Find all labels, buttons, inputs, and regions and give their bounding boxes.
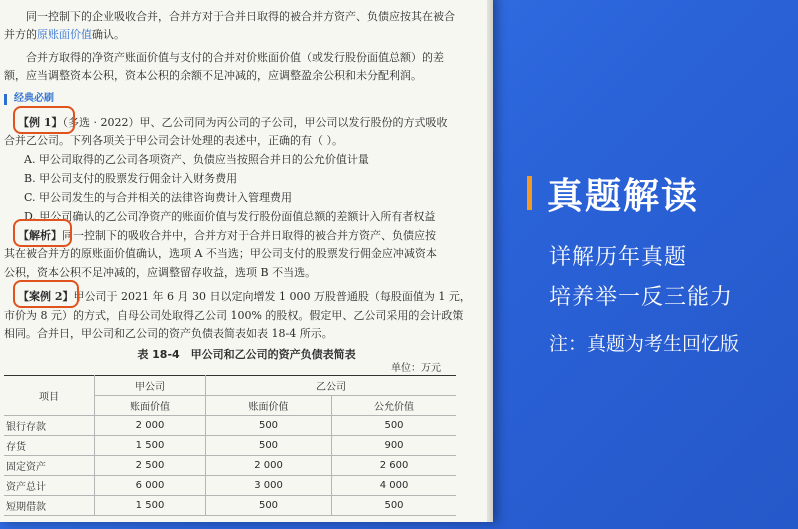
column-header: 账面价值: [206, 396, 332, 416]
section-title: 经典必刷: [14, 93, 54, 104]
table-title: 表 18-4 甲公司和乙公司的资产负债表简表: [137, 348, 356, 361]
page-edge: [487, 0, 493, 522]
column-header: 公允价值: [332, 396, 456, 416]
text-line: 同一控制下的企业吸收合并，合并方对于合并日取得的被合并方资产、负债应按其在被合: [26, 10, 455, 23]
case-tag: 【案例 2】: [18, 290, 74, 303]
text-line: 合并方取得的净资产账面价值与支付的合并对价账面价值（或发行股份面值总额）的差: [26, 51, 444, 64]
annotation-ring: [13, 106, 75, 134]
table-row: 银行存款 2 000 500 500: [4, 416, 456, 436]
table-row: 短期借款 1 500 500 500: [4, 496, 456, 516]
table-row: 固定资产 2 500 2 000 2 600: [4, 456, 456, 476]
example-tag: 【例 1】: [18, 116, 63, 129]
table-row: 存货 1 500 500 900: [4, 436, 456, 456]
text-line: 市价为 8 元）的方式，自母公司处取得乙公司 100% 的股权。假定甲、乙公司采用的会计政策: [4, 309, 464, 322]
text-line: 合并乙公司。下列各项关于甲公司会计处理的表述中，正确的有（ ）。: [4, 134, 343, 147]
option-b: B. 甲公司支付的股票发行佣金计入财务费用: [24, 172, 238, 185]
annotation-ring: [13, 280, 79, 308]
column-header: 项目: [4, 376, 95, 416]
annotation-ring: [13, 219, 72, 247]
text-line: 额，应当调整资本公积，资本公积的余额不足冲减的，应调整盈余公积和未分配利润。: [4, 69, 422, 82]
text-line: 其在被合并方的原账面价值确认，选项 A 不当选；甲公司支付的股票发行佣金应冲减资本: [4, 247, 437, 260]
option-c: C. 甲公司发生的与合并相关的法律咨询费计入管理费用: [24, 191, 293, 204]
text-line: 【解析】同一控制下的吸收合并中，合并方对于合并日取得的被合并方资产、负债应按: [18, 229, 436, 242]
option-d: D. 甲公司确认的乙公司净资产的账面价值与发行股份面值总额的差额计入所有者权益: [24, 210, 436, 223]
column-header: 甲公司: [95, 376, 206, 396]
text-line: 公积，资本公积不足冲减的，应调整留存收益，选项 B 不当选。: [4, 266, 317, 279]
column-header: 账面价值: [95, 396, 206, 416]
subtitle-line-2: 培养举一反三能力: [549, 285, 734, 310]
balance-sheet-table: [4, 375, 456, 516]
text-line: 并方的原账面价值确认。: [4, 28, 125, 41]
highlight-term: 原账面价值: [37, 28, 92, 41]
accent-bar: [527, 176, 532, 210]
unit-label: 单位：万元: [391, 363, 441, 374]
footnote: 注：真题为考生回忆版: [549, 333, 740, 355]
subtitle-line-1: 详解历年真题: [549, 245, 688, 270]
analysis-tag: 【解析】: [18, 229, 62, 242]
headline: 真题解读: [547, 176, 700, 217]
text-line: 【案例 2】甲公司于 2021 年 6 月 30 日以定向增发 1 000 万股普通股（每股面值为 1 元，: [18, 290, 471, 303]
section-marker-icon: [4, 94, 7, 105]
column-header: 乙公司: [206, 376, 457, 396]
table-row: 资产总计 6 000 3 000 4 000: [4, 476, 456, 496]
text-line: 相同。合并日，甲公司和乙公司的资产负债表简表如表 18-4 所示。: [4, 327, 333, 340]
option-a: A. 甲公司取得的乙公司各项资产、负债应当按照合并日的公允价值计量: [24, 153, 369, 166]
text-line: 【例 1】（多选 · 2022）甲、乙公司同为丙公司的子公司，甲公司以发行股份的方式吸收: [18, 116, 448, 129]
